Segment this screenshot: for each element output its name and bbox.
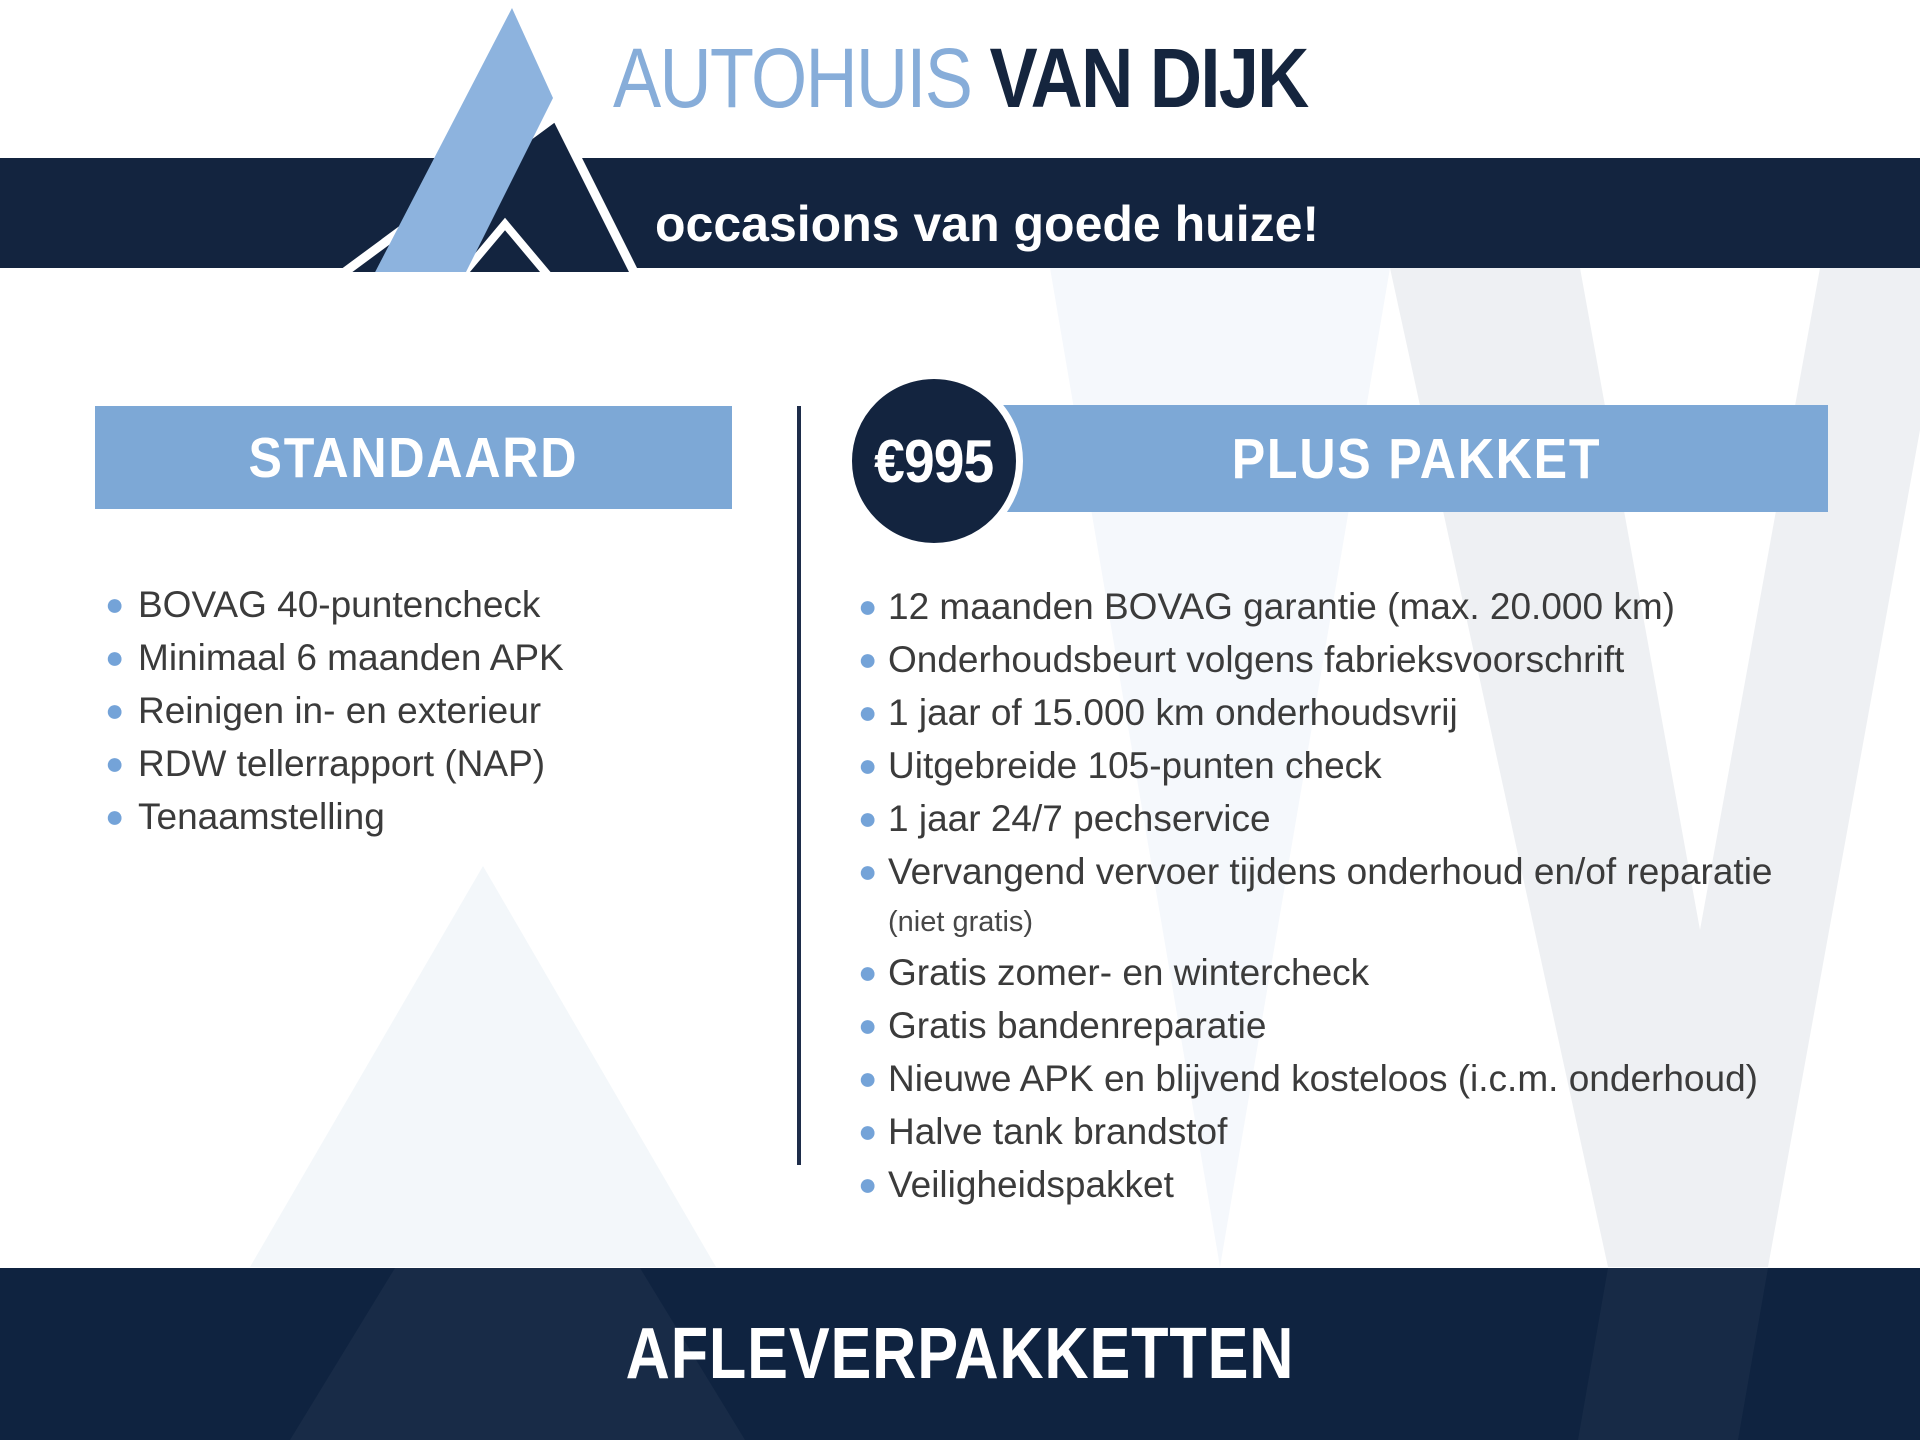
standard-package-header: [95, 406, 732, 509]
bullet-icon: ●: [858, 1166, 878, 1202]
bullet-icon: ●: [105, 639, 125, 675]
list-item: [858, 739, 1868, 792]
list-item-text: 1 jaar of 15.000 km onderhoudsvrij: [888, 692, 1458, 733]
standard-package-title: STANDAARD: [248, 425, 579, 490]
list-item: [858, 633, 1868, 686]
list-item-text: Tenaamstelling: [138, 796, 385, 837]
brand-name-last: VAN DIJK: [989, 31, 1308, 125]
list-item: [105, 684, 745, 737]
brand-name-first: AUTOHUIS: [613, 31, 972, 125]
list-item: [858, 1105, 1868, 1158]
brand-tagline: occasions van goede huize!: [655, 196, 1320, 252]
list-item-note: (niet gratis): [888, 906, 1034, 938]
standard-package-list: [105, 578, 745, 843]
list-item-text: Minimaal 6 maanden APK: [138, 637, 564, 678]
price-badge: [845, 372, 1023, 550]
bullet-icon: ●: [105, 745, 125, 781]
list-item: [105, 737, 745, 790]
bullet-icon: ●: [858, 641, 878, 677]
list-item: [858, 1052, 1868, 1105]
bullet-icon: ●: [858, 954, 878, 990]
brand-name: [613, 31, 1308, 125]
list-item-text: RDW tellerrapport (NAP): [138, 743, 546, 784]
list-item-text: 1 jaar 24/7 pechservice: [888, 798, 1271, 839]
list-item-text: Gratis zomer- en wintercheck: [888, 952, 1370, 993]
plus-package-header: [950, 405, 1828, 512]
bullet-icon: ●: [105, 798, 125, 834]
list-item-text: Nieuwe APK en blijvend kosteloos (i.c.m. onderhoud): [888, 1058, 1758, 1099]
bullet-icon: ●: [858, 1113, 878, 1149]
bullet-icon: ●: [858, 694, 878, 730]
list-item: [858, 686, 1868, 739]
list-item: [105, 790, 745, 843]
list-item: [858, 1158, 1868, 1211]
bullet-icon: ●: [858, 800, 878, 836]
list-item-text: 12 maanden BOVAG garantie (max. 20.000 km): [888, 586, 1675, 627]
bullet-icon: ●: [858, 588, 878, 624]
list-item-text: Gratis bandenreparatie: [888, 1005, 1267, 1046]
list-item-text: Vervangend vervoer tijdens onderhoud en/of reparatie: [888, 851, 1773, 892]
list-item-text: Uitgebreide 105-punten check: [888, 745, 1382, 786]
list-item-text: Veiligheidspakket: [888, 1164, 1174, 1205]
list-item: [105, 631, 745, 684]
watermark-triangle-shape: [250, 866, 716, 1267]
footer-band: [0, 1268, 1920, 1440]
bullet-icon: ●: [858, 1060, 878, 1096]
logo-mountain-icon: [0, 0, 700, 272]
list-item: [858, 792, 1868, 845]
column-divider: [797, 406, 801, 1165]
bullet-icon: ●: [858, 853, 878, 889]
list-item: [858, 845, 1868, 946]
list-item: [105, 578, 745, 631]
bullet-icon: ●: [858, 747, 878, 783]
list-item-text: Halve tank brandstof: [888, 1111, 1228, 1152]
bullet-icon: ●: [105, 586, 125, 622]
plus-package-list: [858, 580, 1868, 1211]
list-item: [858, 946, 1868, 999]
list-item-text: Reinigen in- en exterieur: [138, 690, 542, 731]
bullet-icon: ●: [105, 692, 125, 728]
bullet-icon: ●: [858, 1007, 878, 1043]
list-item-text: Onderhoudsbeurt volgens fabrieksvoorschrift: [888, 639, 1625, 680]
footer-title: AFLEVERPAKKETTEN: [625, 1314, 1295, 1394]
list-item-text: BOVAG 40-puntencheck: [138, 584, 541, 625]
list-item: [858, 580, 1868, 633]
price-value: €995: [874, 427, 994, 495]
plus-package-title: PLUS PAKKET: [1231, 426, 1602, 491]
list-item: [858, 999, 1868, 1052]
